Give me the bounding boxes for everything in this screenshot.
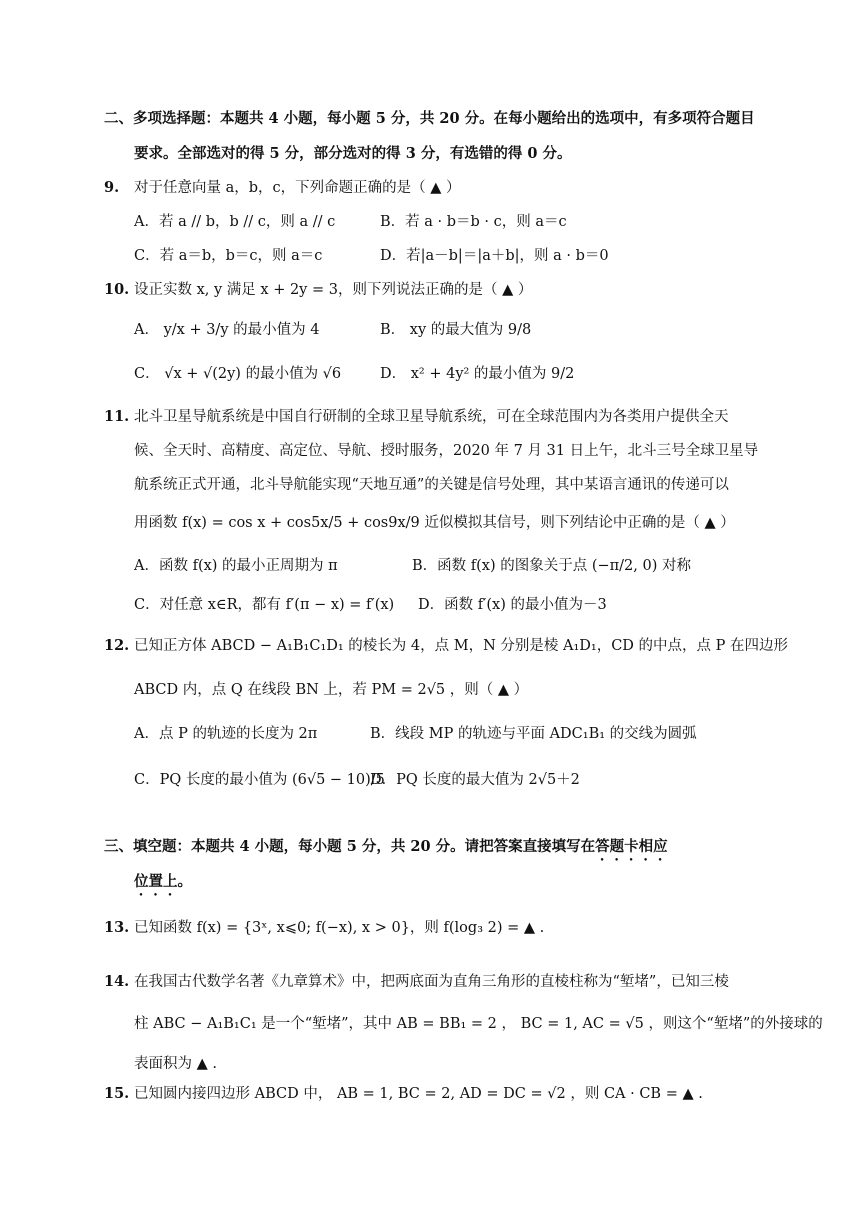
question-number: 15.	[104, 1085, 130, 1102]
question-stem: 已知圆内接四边形 ABCD 中， AB = 1, BC = 2, AD = DC = √2 ，则 CA · CB = ▲ .	[134, 1086, 703, 1102]
question-stem: 已知函数 f(x) = {3ˣ, x⩽0; f(−x), x > 0}，则 f(log₃ 2) = ▲ .	[134, 920, 545, 936]
q12-option-c: C．PQ 长度的最小值为 (6√5 − 10)/5	[134, 772, 385, 788]
q11-stem-line3: 航系统正式开通，北斗导航能实现“天地互通”的关键是信号处理，其中某语言通讯的传递可以	[134, 477, 729, 493]
question-9	[104, 178, 461, 198]
question-number: 9.	[104, 179, 120, 196]
section3-heading-text: 三、填空题：本题共 4 小题，每小题 5 分，共 20 分。请把答案直接填写在	[104, 838, 596, 855]
section2-heading-cont: 要求。全部选对的得 5 分，部分选对的得 3 分，有选错的得 0 分。	[134, 145, 572, 162]
section3-emphasis-2: 位置上	[134, 873, 178, 890]
question-stem-line1: 已知正方体 ABCD − A₁B₁C₁D₁ 的棱长为 4，点 M，N 分别是棱 A₁D₁，CD 的中点，点 P 在四边形	[134, 638, 789, 654]
section3-heading	[104, 837, 668, 864]
question-13	[104, 918, 544, 938]
q11-option-d: D．函数 f′(x) 的最小值为－3	[418, 597, 607, 613]
q12-stem-line2: ABCD 内，点 Q 在线段 BN 上，若 PM = 2√5 ，则（ ▲ ）	[134, 682, 529, 698]
question-stem-line1: 北斗卫星导航系统是中国自行研制的全球卫星导航系统，可在全球范围内为各类用户提供全天	[134, 409, 729, 425]
q9-option-d: D．若|a－b|＝|a＋b|，则 a · b＝0	[380, 248, 609, 264]
q11-option-c: C．对任意 x∈R，都有 f′(π − x) = f′(x)	[134, 597, 395, 613]
q9-option-a: A．若 a // b，b // c，则 a // c	[134, 214, 336, 230]
question-12	[104, 636, 788, 656]
q14-stem-line3: 表面积为 ▲ .	[134, 1056, 217, 1072]
q9-option-c: C．若 a＝b，b＝c，则 a＝c	[134, 248, 323, 264]
question-stem: 设正实数 x, y 满足 x + 2y = 3，则下列说法正确的是（ ▲ ）	[134, 282, 533, 298]
question-number: 14.	[104, 973, 130, 990]
q11-stem-line2: 候、全天时、高精度、高定位、导航、授时服务，2020 年 7 月 31 日上午，北斗三号全球卫星导	[134, 443, 759, 459]
question-number: 10.	[104, 281, 130, 298]
q11-option-b: B．函数 f(x) 的图象关于点 (−π/2, 0) 对称	[412, 558, 691, 574]
q11-stem-line4: 用函数 f(x) = cos x + cos5x/5 + cos9x/9 近似模拟其信号，则下列结论中正确的是（ ▲ ）	[134, 515, 735, 531]
q10-option-c: C． √x + √(2y) 的最小值为 √6	[134, 366, 342, 382]
question-number: 12.	[104, 637, 130, 654]
question-number: 11.	[104, 408, 130, 425]
question-stem-line1: 在我国古代数学名著《九章算术》中，把两底面为直角三角形的直棱柱称为“堑堵”，已知三棱	[134, 974, 729, 990]
section3-period: 。	[177, 873, 192, 890]
q12-option-d: D．PQ 长度的最大值为 2√5＋2	[370, 772, 580, 788]
question-11	[104, 407, 729, 427]
q12-option-b: B．线段 MP 的轨迹与平面 ADC₁B₁ 的交线为圆弧	[370, 726, 697, 742]
question-14	[104, 972, 729, 992]
section2-heading: 二、多项选择题：本题共 4 小题，每小题 5 分，共 20 分。在每小题给出的选项中，有多项符合题目	[104, 110, 755, 127]
q14-stem-line2: 柱 ABC − A₁B₁C₁ 是一个“堑堵”，其中 AB = BB₁ = 2 ， BC = 1, AC = √5 ，则这个“堑堵”的外接球的	[134, 1016, 823, 1032]
question-number: 13.	[104, 919, 130, 936]
q11-option-a: A．函数 f(x) 的最小正周期为 π	[134, 558, 338, 574]
q10-option-d: D． x² + 4y² 的最小值为 9/2	[380, 366, 575, 382]
question-15	[104, 1084, 703, 1104]
q10-option-b: B． xy 的最大值为 9/8	[380, 322, 532, 338]
q9-option-b: B．若 a · b＝b · c，则 a＝c	[380, 214, 567, 230]
question-stem: 对于任意向量 a，b，c，下列命题正确的是（ ▲ ）	[134, 180, 461, 196]
q10-option-a: A． y/x + 3/y 的最小值为 4	[134, 322, 320, 338]
section3-heading-cont	[134, 872, 192, 899]
question-10	[104, 280, 532, 300]
section3-emphasis: 答题卡相应	[595, 838, 668, 855]
q12-option-a: A．点 P 的轨迹的长度为 2π	[134, 726, 318, 742]
